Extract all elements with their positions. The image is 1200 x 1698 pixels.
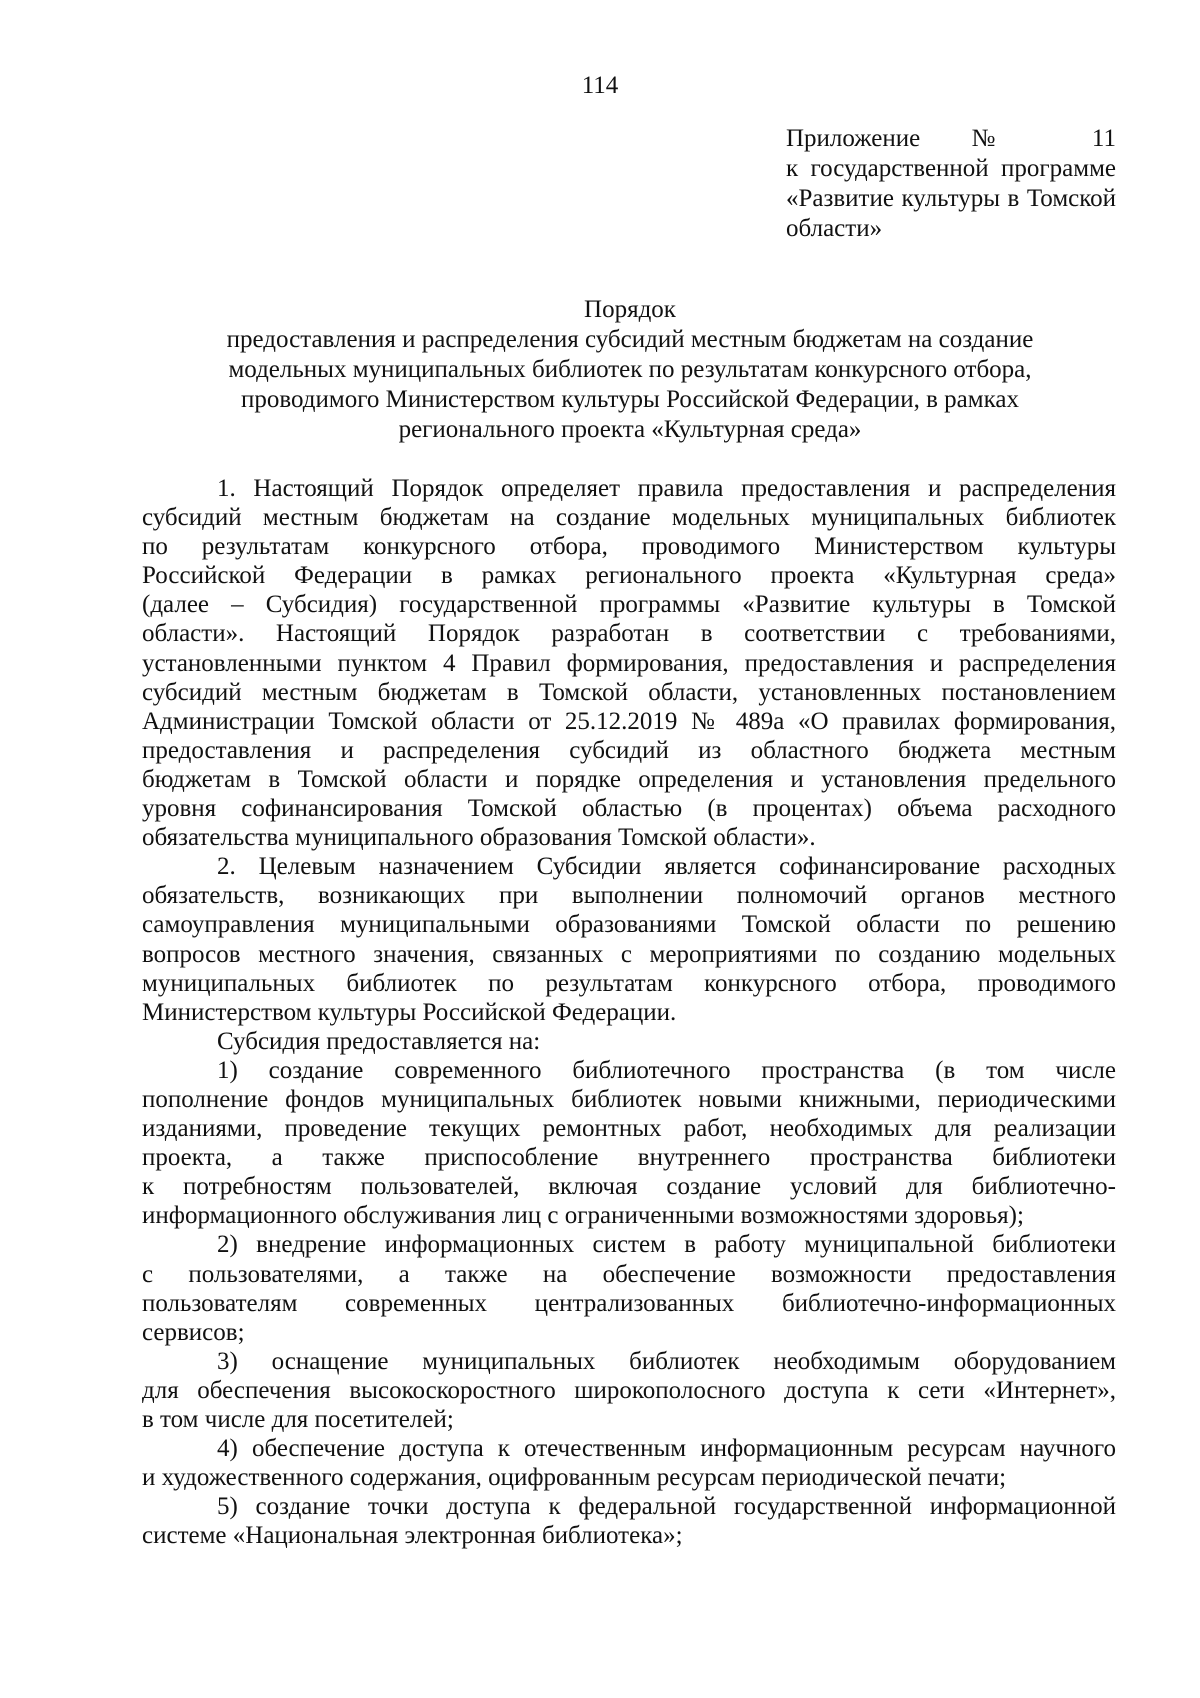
paragraph-line: Администрации Томской области от 25.12.2019 № 489а «О правилах формирования, [142, 707, 1116, 735]
appendix-note [786, 124, 1116, 244]
title-line: проводимого Министерством культуры Российской Федерации, в рамках [241, 386, 1019, 413]
paragraph-line: Субсидия предоставляется на: [217, 1027, 541, 1055]
paragraph-line: 1. Настоящий Порядок определяет правила предоставления и распределения [217, 475, 1116, 502]
paragraph [142, 1027, 1116, 1056]
paragraph [142, 1492, 1116, 1550]
paragraph [142, 474, 1116, 852]
paragraph-line: в том числе для посетителей; [142, 1406, 454, 1433]
paragraph-line: проекта, а также приспособление внутреннего пространства библиотеки [142, 1144, 1116, 1172]
paragraph-line: самоуправления муниципальными образованиями Томской области по решению [142, 911, 1116, 939]
paragraph [142, 852, 1116, 1027]
paragraph-line: 4) обеспечение доступа к отечественным информационным ресурсам научного [217, 1435, 1116, 1463]
paragraph-line: для обеспечения высокоскоростного широкополосного доступа к сети «Интернет», [142, 1376, 1116, 1404]
paragraph-line: муниципальных библиотек по результатам конкурсного отбора, проводимого [142, 969, 1116, 997]
paragraph-line: вопросов местного значения, связанных с мероприятиями по созданию модельных [142, 940, 1116, 968]
paragraph-line: информационного обслуживания лиц с ограниченными возможностями здоровья); [142, 1202, 1024, 1230]
paragraph-line: 5) создание точки доступа к федеральной государственной информационной [217, 1493, 1116, 1521]
paragraph-line: по результатам конкурсного отбора, проводимого Министерством культуры [142, 533, 1116, 561]
appendix-line: «Развитие культуры в Томской [786, 185, 1116, 212]
paragraph-line: субсидий местным бюджетам в Томской области, установленных постановлением [142, 678, 1116, 706]
appendix-line: Приложение № 11 [786, 125, 1116, 152]
paragraph [142, 1434, 1116, 1492]
paragraph-line: пользователям современных централизованных библиотечно-информационных [142, 1289, 1116, 1317]
appendix-line: к государственной программе [786, 155, 1116, 182]
title-line: регионального проекта «Культурная среда» [398, 416, 862, 443]
title-line: предоставления и распределения субсидий местным бюджетам на создание [226, 326, 1034, 353]
paragraph-line: бюджетам в Томской области и порядке определения и установления предельного [142, 765, 1116, 793]
paragraph-line: области». Настоящий Порядок разработан в соответствии с требованиями, [142, 620, 1116, 648]
paragraph-line: Российской Федерации в рамках регионального проекта «Культурная среда» [142, 562, 1116, 590]
page-number: 114 [581, 72, 619, 99]
paragraph-line: к потребностям пользователей, включая создание условий для библиотечно- [142, 1173, 1116, 1201]
paragraph-line: (далее – Субсидия) государственной программы «Развитие культуры в Томской [142, 591, 1116, 619]
paragraph-line: системе «Национальная электронная библиотека»; [142, 1522, 683, 1550]
appendix-line: области» [786, 215, 883, 242]
paragraph-line: 2. Целевым назначением Субсидии является софинансирование расходных [217, 853, 1116, 881]
paragraph-line: субсидий местным бюджетам на создание модельных муниципальных библиотек [142, 504, 1116, 532]
paragraph-line: 3) оснащение муниципальных библиотек необходимым оборудованием [217, 1347, 1116, 1375]
paragraph-line: предоставления и распределения субсидий из областного бюджета местным [142, 736, 1116, 764]
paragraph-line: пополнение фондов муниципальных библиотек новыми книжными, периодическими [142, 1085, 1116, 1113]
paragraph-line: сервисов; [142, 1318, 245, 1346]
paragraph-line: и художественного содержания, оцифрованным ресурсам периодической печати; [142, 1464, 1007, 1492]
document-title [140, 295, 1120, 445]
paragraph-line: обязательства муниципального образования Томской области». [142, 824, 816, 852]
paragraph-line: изданиями, проведение текущих ремонтных работ, необходимых для реализации [142, 1115, 1116, 1143]
title-line: модельных муниципальных библиотек по результатам конкурсного отбора, [228, 356, 1032, 383]
paragraph-line: обязательств, возникающих при выполнении полномочий органов местного [142, 882, 1116, 910]
paragraph-line: 1) создание современного библиотечного пространства (в том числе [217, 1056, 1116, 1084]
paragraph [142, 1347, 1116, 1434]
title-heading: Порядок [584, 296, 676, 323]
paragraph-line: с пользователями, а также на обеспечение возможности предоставления [142, 1260, 1116, 1288]
paragraph-line: 2) внедрение информационных систем в работу муниципальной библиотеки [217, 1231, 1116, 1259]
paragraph [142, 1230, 1116, 1346]
paragraph-line: уровня софинансирования Томской областью (в процентах) объема расходного [142, 795, 1116, 823]
paragraph-line: установленными пунктом 4 Правил формирования, предоставления и распределения [142, 649, 1116, 677]
paragraph [142, 1056, 1116, 1231]
document-body [142, 474, 1116, 1550]
paragraph-line: Министерством культуры Российской Федерации. [142, 998, 677, 1026]
